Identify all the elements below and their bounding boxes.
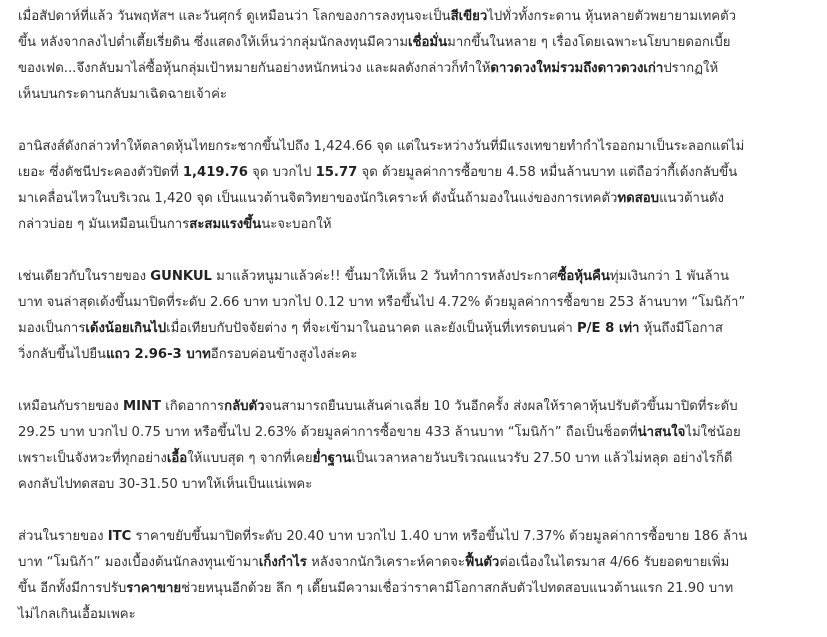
article-paragraph [18, 524, 814, 628]
emphasis-text: 15.77 [315, 165, 358, 180]
emphasis-text: แถว 2.96-3 บาท [106, 347, 211, 362]
body-text: อีกรอบค่อนข้างสูงไงล่ะคะ [210, 347, 358, 362]
body-text: ราคาขยับขึ้นมาปิดที่ระดับ 20.40 บาท บวกไป 1.40 บาท หรือขึ้นไป 7.37% ด้วยมูลค่าการซื้อขาย 186 ล้าน [131, 529, 748, 544]
emphasis-text: ราคาขาย [126, 581, 182, 596]
emphasis-text: ฟื้นตัว [465, 555, 500, 570]
emphasis-text: ย่ำฐาน [312, 451, 352, 466]
body-text: 29.25 บาท บวกไป 0.75 บาท หรือขึ้นไป 2.63% ด้วยมูลค่าการซื้อขาย 433 ล้านบาท “โมนิก้า” ถือเป็นช็อตที่ [18, 425, 638, 440]
body-text: จนสามารถยืนบนเส้นค่าเฉลี่ย 10 วันอีกครั้ง ส่งผลให้ราคาหุ้นปรับตัวขึ้นมาปิดที่ระดับ [264, 399, 738, 414]
body-text: เยอะ ซึ่งดัชนีประคองตัวปิดที่ [18, 165, 183, 180]
body-text: ช่วยหนุนอีกด้วย ลึก ๆ เดี๊ยนมีความเชื่อว่าราคามีโอกาสกลับตัวไปทดสอบแนวต้านแรก 21.90 บาท [181, 581, 734, 596]
body-text: บาท “โมนิก้า” มองเบื้องต้นนักลงทุนเข้ามา [18, 555, 259, 570]
body-text: เหมือนกับรายของ [18, 399, 123, 414]
body-text: คงกลับไปทดสอบ 30-31.50 บาทให้เห็นเป็นแน่เพคะ [18, 477, 313, 492]
article-paragraph [18, 394, 814, 498]
body-text: มาแล้วหนูมาแล้วค่ะ!! ขึ้นมาให้เห็น 2 วันทำการหลังประกาศ [211, 269, 558, 284]
body-text: เพราะเป็นจังหวะที่ทุกอย่าง [18, 451, 167, 466]
body-text: อานิสงส์ดังกล่าวทำให้ตลาดหุ้นไทยกระชากขึ้นไปถึง 1,424.66 จุด แต่ในระหว่างวันที่มีแรงเทขายทำกำไรออกมาเป็นระลอกแต่ไม่ [18, 139, 745, 154]
body-text: เมื่อสัปดาห์ที่แล้ว วันพฤหัสฯ และวันศุกร์ ดูเหมือนว่า โลกของการลงทุนจะเป็น [18, 9, 451, 24]
body-text: มาเคลื่อนไหวในบริเวณ 1,420 จุด เป็นแนวต้านจิตวิทยาของนักวิเคราะห์ ดังนั้นถ้ามองในแง่ของการเทคตัว [18, 191, 618, 206]
body-text: เป็นเวลาหลายวันบริเวณแนวรับ 27.50 บาท แล้วไม่หลุด อย่างไรก็ดี [351, 451, 733, 466]
body-text: ของเฟด...จึงกลับมาไล่ซื้อหุ้นกลุ่มเป้าหมายกันอย่างหนักหน่วง และผลดังกล่าวก็ทำให้ [18, 61, 491, 76]
body-text: มากขึ้นในหลาย ๆ เรื่องโดยเฉพาะนโยบายดอกเบี้ย [447, 35, 731, 50]
body-text: หุ้นถึงมีโอกาส [639, 321, 723, 336]
body-text: แนวต้านดัง [659, 191, 724, 206]
body-text: ไปทั่วทั้งกระดาน หุ้นหลายตัวพยายามเทคตัว [487, 9, 737, 24]
article-paragraph [18, 264, 814, 368]
emphasis-text: MINT [122, 399, 162, 414]
body-text: กล่าวบ่อย ๆ มันเหมือนเป็นการ [18, 217, 190, 232]
emphasis-text: GUNKUL [150, 269, 212, 284]
emphasis-text: ITC [107, 529, 132, 544]
body-text: ให้แบบสุด ๆ จากที่เคย [187, 451, 313, 466]
body-text: เมื่อเทียบกับปัจจัยต่าง ๆ ที่จะเข้ามาในอนาคต และยังเป็นหุ้นที่เทรดบนค่า [166, 321, 577, 336]
body-text: ขึ้น อีกทั้งมีการปรับ [18, 581, 127, 596]
body-text: ไม่ไกลเกินเอื้อมเพคะ [18, 607, 136, 622]
body-text: นะจะบอกให้ [261, 217, 332, 232]
body-text: ขึ้น หลังจากลงไปต่ำเตี้ยเรี่ยดิน ซึ่งแสดงให้เห็นว่ากลุ่มนักลงทุนมีความ [18, 35, 409, 50]
emphasis-text: เด้งน้อยเกินไป [85, 321, 167, 336]
body-text: ปรากฏให้ [663, 61, 719, 76]
emphasis-text: เอื้อ [166, 451, 188, 466]
article-paragraph [18, 134, 814, 238]
body-text: จุด ด้วยมูลค่าการซื้อขาย 4.58 หมื่นล้านบาท แต่ถือว่ากี้เด้งกลับขึ้น [357, 165, 738, 180]
body-text: จุด บวกไป [247, 165, 316, 180]
body-text: วิ่งกลับขึ้นไปยืน [18, 347, 107, 362]
body-text: เช่นเดียวกับในรายของ [18, 269, 151, 284]
emphasis-text: P/E 8 เท่า [577, 321, 640, 336]
emphasis-text: ซื้อหุ้นคืน [557, 269, 610, 284]
body-text: ส่วนในรายของ [18, 529, 108, 544]
body-text: ต่อเนื่องในไตรมาส 4/66 รับยอดขายเพิ่ม [499, 555, 730, 570]
emphasis-text: ทดสอบ [617, 191, 660, 206]
emphasis-text: 1,419.76 [182, 165, 248, 180]
emphasis-text: กลับตัว [224, 399, 265, 414]
emphasis-text: น่าสนใจ [637, 425, 686, 440]
emphasis-text: เชื่อมั่น [408, 35, 448, 50]
body-text: เกิดอาการ [161, 399, 225, 414]
emphasis-text: สีเขียว [450, 9, 488, 24]
emphasis-text: ดาวดวงใหม่รวมถึงดาวดวงเก่า [490, 61, 664, 76]
emphasis-text: เก็งกำไร [258, 555, 307, 570]
body-text: บาท จนล่าสุดเด้งขึ้นมาปิดที่ระดับ 2.66 บาท บวกไป 0.12 บาท หรือขึ้นไป 4.72% ด้วยมูลค่าการซื้อขาย 253 ล้านบาท “โมนิก้า” [18, 295, 746, 310]
body-text: ไม่ใช่น้อย [685, 425, 741, 440]
body-text: หลังจากนักวิเคราะห์คาดจะ [306, 555, 465, 570]
body-text: มองเป็นการ [18, 321, 86, 336]
emphasis-text: สะสมแรงขึ้น [189, 217, 262, 232]
article-paragraph [18, 4, 814, 108]
body-text: ทุ่มเงินกว่า 1 พันล้าน [609, 269, 730, 284]
body-text: เห็นบนกระดานกลับมาเฉิดฉายเจ้าค่ะ [18, 87, 227, 102]
